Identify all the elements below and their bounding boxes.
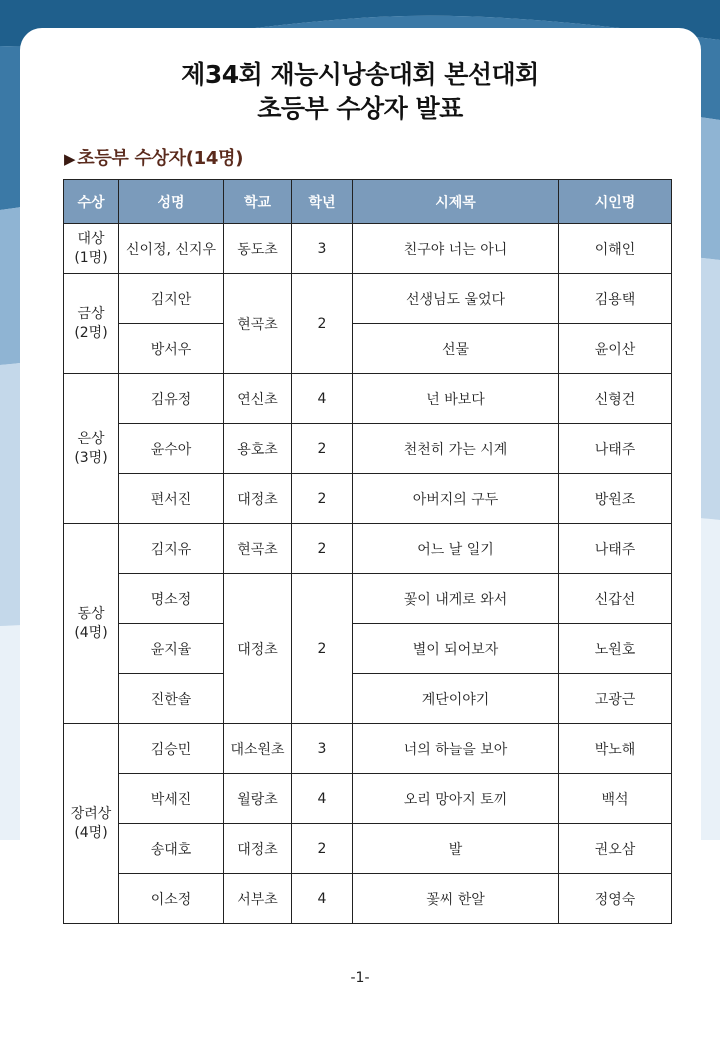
school: 대정초 xyxy=(224,574,292,724)
school: 월랑초 xyxy=(224,774,292,824)
poem-title: 별이 되어보자 xyxy=(353,624,559,674)
awards-table xyxy=(63,179,672,924)
award-encouragement: 장려상 (4명) xyxy=(64,724,119,924)
header-poem-title: 시제목 xyxy=(353,180,559,224)
header-school: 학교 xyxy=(224,180,292,224)
grade: 3 xyxy=(292,724,353,774)
student-name: 진한솔 xyxy=(119,674,224,724)
header-name: 성명 xyxy=(119,180,224,224)
header-poet: 시인명 xyxy=(559,180,672,224)
poem-title: 오리 망아지 토끼 xyxy=(353,774,559,824)
grade: 2 xyxy=(292,424,353,474)
poem-title: 선물 xyxy=(353,324,559,374)
student-name: 윤수아 xyxy=(119,424,224,474)
table-row xyxy=(64,374,672,424)
poem-title: 꽃씨 한알 xyxy=(353,874,559,924)
school: 대정초 xyxy=(224,474,292,524)
poem-title: 어느 날 일기 xyxy=(353,524,559,574)
poem-title: 계단이야기 xyxy=(353,674,559,724)
student-name: 김지안 xyxy=(119,274,224,324)
student-name: 박세진 xyxy=(119,774,224,824)
school: 서부초 xyxy=(224,874,292,924)
poet: 신형건 xyxy=(559,374,672,424)
poet: 방원조 xyxy=(559,474,672,524)
page-subtitle: 초등부 수상자 발표 xyxy=(257,94,463,123)
award-grand: 대상 (1명) xyxy=(64,224,119,274)
page-title: 제34회 재능시낭송대회 본선대회 xyxy=(181,60,539,89)
grade: 2 xyxy=(292,574,353,724)
student-name: 신이정, 신지우 xyxy=(119,224,224,274)
table-row xyxy=(64,774,672,824)
table-row xyxy=(64,324,672,374)
student-name: 김유정 xyxy=(119,374,224,424)
grade: 2 xyxy=(292,474,353,524)
poet: 김용택 xyxy=(559,274,672,324)
student-name: 편서진 xyxy=(119,474,224,524)
table-row xyxy=(64,724,672,774)
grade: 4 xyxy=(292,774,353,824)
poet: 나태주 xyxy=(559,424,672,474)
student-name: 김승민 xyxy=(119,724,224,774)
poet: 고광근 xyxy=(559,674,672,724)
award-bronze: 동상 (4명) xyxy=(64,524,119,724)
poem-title: 선생님도 울었다 xyxy=(353,274,559,324)
table-row xyxy=(64,274,672,324)
table-row xyxy=(64,424,672,474)
table-row xyxy=(64,674,672,724)
table-row xyxy=(64,624,672,674)
grade: 2 xyxy=(292,824,353,874)
poet: 백석 xyxy=(559,774,672,824)
poet: 윤이산 xyxy=(559,324,672,374)
poem-title: 꽃이 내게로 와서 xyxy=(353,574,559,624)
student-name: 이소정 xyxy=(119,874,224,924)
table-row xyxy=(64,474,672,524)
triangle-bullet-icon: ▶ xyxy=(64,150,76,168)
table-row xyxy=(64,574,672,624)
award-silver: 은상 (3명) xyxy=(64,374,119,524)
poem-title: 천천히 가는 시계 xyxy=(353,424,559,474)
grade: 4 xyxy=(292,874,353,924)
award-gold: 금상 (2명) xyxy=(64,274,119,374)
student-name: 명소정 xyxy=(119,574,224,624)
table-row xyxy=(64,824,672,874)
school: 용호초 xyxy=(224,424,292,474)
school: 현곡초 xyxy=(224,524,292,574)
poet: 권오삼 xyxy=(559,824,672,874)
poem-title: 친구야 너는 아니 xyxy=(353,224,559,274)
student-name: 송대호 xyxy=(119,824,224,874)
student-name: 방서우 xyxy=(119,324,224,374)
poet: 노원호 xyxy=(559,624,672,674)
grade: 2 xyxy=(292,274,353,374)
school: 동도초 xyxy=(224,224,292,274)
header-award: 수상 xyxy=(64,180,119,224)
poet: 정영숙 xyxy=(559,874,672,924)
table-row xyxy=(64,224,672,274)
grade: 4 xyxy=(292,374,353,424)
poem-title: 넌 바보다 xyxy=(353,374,559,424)
table-header-row xyxy=(64,180,672,224)
poet: 이해인 xyxy=(559,224,672,274)
poet: 박노해 xyxy=(559,724,672,774)
grade: 3 xyxy=(292,224,353,274)
poem-title: 너의 하늘을 보아 xyxy=(353,724,559,774)
header-grade: 학년 xyxy=(292,180,353,224)
poem-title: 발 xyxy=(353,824,559,874)
poem-title: 아버지의 구두 xyxy=(353,474,559,524)
school: 대소원초 xyxy=(224,724,292,774)
poet: 나태주 xyxy=(559,524,672,574)
section-heading xyxy=(64,146,243,172)
table-row xyxy=(64,874,672,924)
section-heading-text: 초등부 수상자(14명) xyxy=(77,148,244,169)
poet: 신갑선 xyxy=(559,574,672,624)
school: 연신초 xyxy=(224,374,292,424)
grade: 2 xyxy=(292,524,353,574)
student-name: 김지유 xyxy=(119,524,224,574)
table-row xyxy=(64,524,672,574)
page-number: -1- xyxy=(350,970,370,986)
school: 현곡초 xyxy=(224,274,292,374)
school: 대정초 xyxy=(224,824,292,874)
student-name: 윤지율 xyxy=(119,624,224,674)
